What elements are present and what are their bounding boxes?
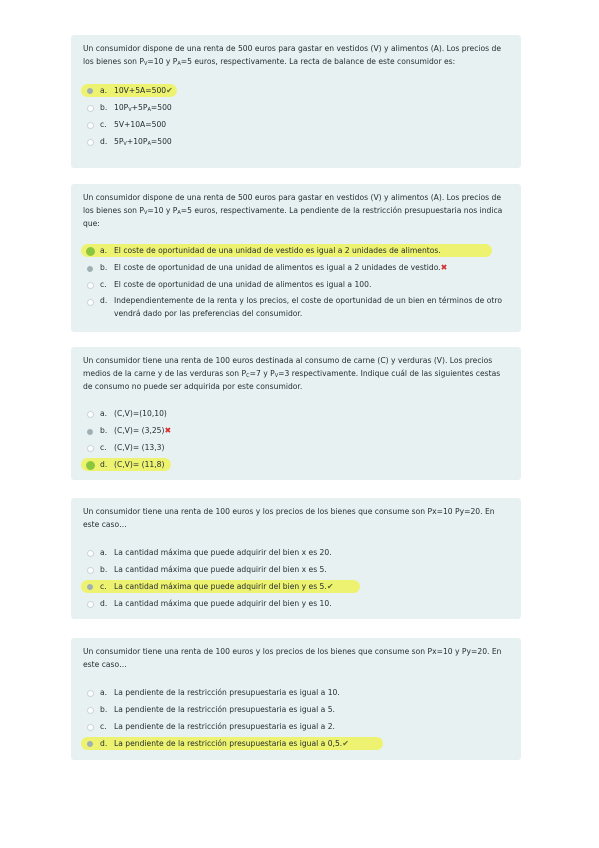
option-a[interactable] [83,544,509,561]
option-b[interactable] [83,701,509,718]
radio-selected[interactable] [87,429,93,435]
question-card-3 [71,347,521,480]
option-text: La pendiente de la restricción presupuestaria es igual a 5. [114,704,335,714]
option-text: 10V+5A=500✔ [114,85,173,95]
option-text: La pendiente de la restricción presupuestaria es igual a 10. [114,687,340,697]
question-text: Un consumidor dispone de una renta de 500 euros para gastar en vestidos (V) y alimentos (A). Los precios de los bienes son $P_V=10$ y $P_A=5$ euros, respectivamente. La pendiente de la restricción presupuestaria nos indica que: [83,193,503,228]
option-text: La cantidad máxima que puede adquirir del bien y es 5.✔ [114,581,334,591]
radio-button[interactable] [87,105,94,112]
radio-button[interactable] [87,550,94,557]
option-letter: d. [100,738,108,748]
option-c[interactable] [83,578,509,595]
check-icon: ✔ [326,581,334,591]
radio-button[interactable] [87,707,94,714]
option-c[interactable] [83,116,509,133]
question-text: Un consumidor tiene una renta de 100 euros y los precios de los bienes que consume son Px=10 y Py=20. En este caso… [83,647,502,669]
check-icon: ✔ [166,85,173,95]
option-letter: a. [100,409,108,419]
option-letter: a. [100,85,108,95]
radio-selected[interactable] [87,266,93,272]
question-text: Un consumidor tiene una renta de 100 euros destinada al consumo de carne (C) y verduras (V). Los precios medios de la carne y de las verduras son $P_C=7$ y $P_V=3$ respectivamente. Indique cuál de las siguientes cestas de consumo no puede ser adquirida por este consumidor. [83,356,501,391]
option-text: La cantidad máxima que puede adquirir del bien y es 10. [114,598,332,608]
option-text: (C,V)= (13,3) [114,443,165,453]
option-a[interactable] [83,82,509,99]
option-d[interactable] [83,293,509,321]
option-d[interactable] [83,456,509,473]
option-letter: c. [100,443,107,453]
option-letter: c. [100,280,107,290]
option-letter: b. [100,426,108,436]
option-text: Independientemente de la renta y los precios, el coste de oportunidad de un bien en términos de otro vendrá dado por las preferencias del consumidor. [114,296,502,319]
radio-button[interactable] [87,601,94,608]
question-text: Un consumidor dispone de una renta de 500 euros para gastar en vestidos (V) y alimentos (A). Los precios de los bienes son $P_V=10$ y $P_A=5$ euros, respectivamente. La recta de balance de este consumidor es: [83,44,501,67]
radio-button[interactable] [87,445,94,452]
option-letter: d. [100,460,108,470]
option-letter: a. [100,547,108,557]
option-text: La cantidad máxima que puede adquirir del bien x es 5. [114,564,327,574]
radio-button[interactable] [87,724,94,731]
question-card-5 [71,638,521,760]
radio-button[interactable] [87,567,94,574]
cross-icon: ✖ [440,263,448,273]
option-d[interactable] [83,735,509,752]
option-letter: b. [100,102,108,112]
radio-button[interactable] [87,139,94,146]
option-text: El coste de oportunidad de una unidad de alimentos es igual a 2 unidades de vestido.✖ [114,263,448,273]
question-text: Un consumidor tiene una renta de 100 euros y los precios de los bienes que consume son Px=10 Py=20. En este caso… [83,507,495,529]
option-letter: c. [100,581,107,591]
option-c[interactable] [83,439,509,456]
option-text: (C,V)= (3,25)✖ [114,426,172,436]
option-b[interactable] [83,561,509,578]
option-letter: a. [100,687,108,697]
option-letter: c. [100,721,107,731]
option-text: (C,V)= (11,8) [114,460,165,470]
option-letter: a. [100,246,108,256]
option-text: $10P_V+5P_A=500$ [114,102,172,113]
option-letter: b. [100,564,108,574]
option-letter: b. [100,263,108,273]
radio-button[interactable] [87,299,94,306]
option-c[interactable] [83,276,509,293]
option-letter: b. [100,704,108,714]
option-text: $5P_V+10P_A=500$ [114,136,172,147]
radio-button[interactable] [87,122,94,129]
option-text: La pendiente de la restricción presupuestaria es igual a 2. [114,721,335,731]
option-text: El coste de oportunidad de una unidad de vestido es igual a 2 unidades de alimentos. [114,246,441,256]
option-text: La cantidad máxima que puede adquirir del bien x es 20. [114,547,332,557]
option-letter: d. [100,598,108,608]
question-card-2 [71,184,521,332]
cross-icon: ✖ [164,426,172,436]
option-b[interactable] [83,259,509,276]
option-letter: c. [100,119,107,129]
radio-button[interactable] [87,411,94,418]
option-d[interactable] [83,133,509,150]
option-a[interactable] [83,684,509,701]
option-text: El coste de oportunidad de una unidad de alimentos es igual a 100. [114,280,372,290]
question-card-4 [71,498,521,619]
option-a[interactable] [83,242,509,259]
option-c[interactable] [83,718,509,735]
radio-button[interactable] [87,282,94,289]
question-card-1 [71,35,521,168]
option-letter: d. [100,296,108,306]
option-b[interactable] [83,99,509,116]
option-letter: d. [100,136,108,146]
check-icon: ✔ [342,738,349,748]
option-d[interactable] [83,595,509,612]
option-b[interactable] [83,422,509,439]
option-text: La pendiente de la restricción presupuestaria es igual a 0,5.✔ [114,738,349,748]
option-text: (C,V)=(10,10) [114,409,167,419]
option-text: 5V+10A=500 [114,119,167,129]
option-a[interactable] [83,405,509,422]
radio-button[interactable] [87,690,94,697]
